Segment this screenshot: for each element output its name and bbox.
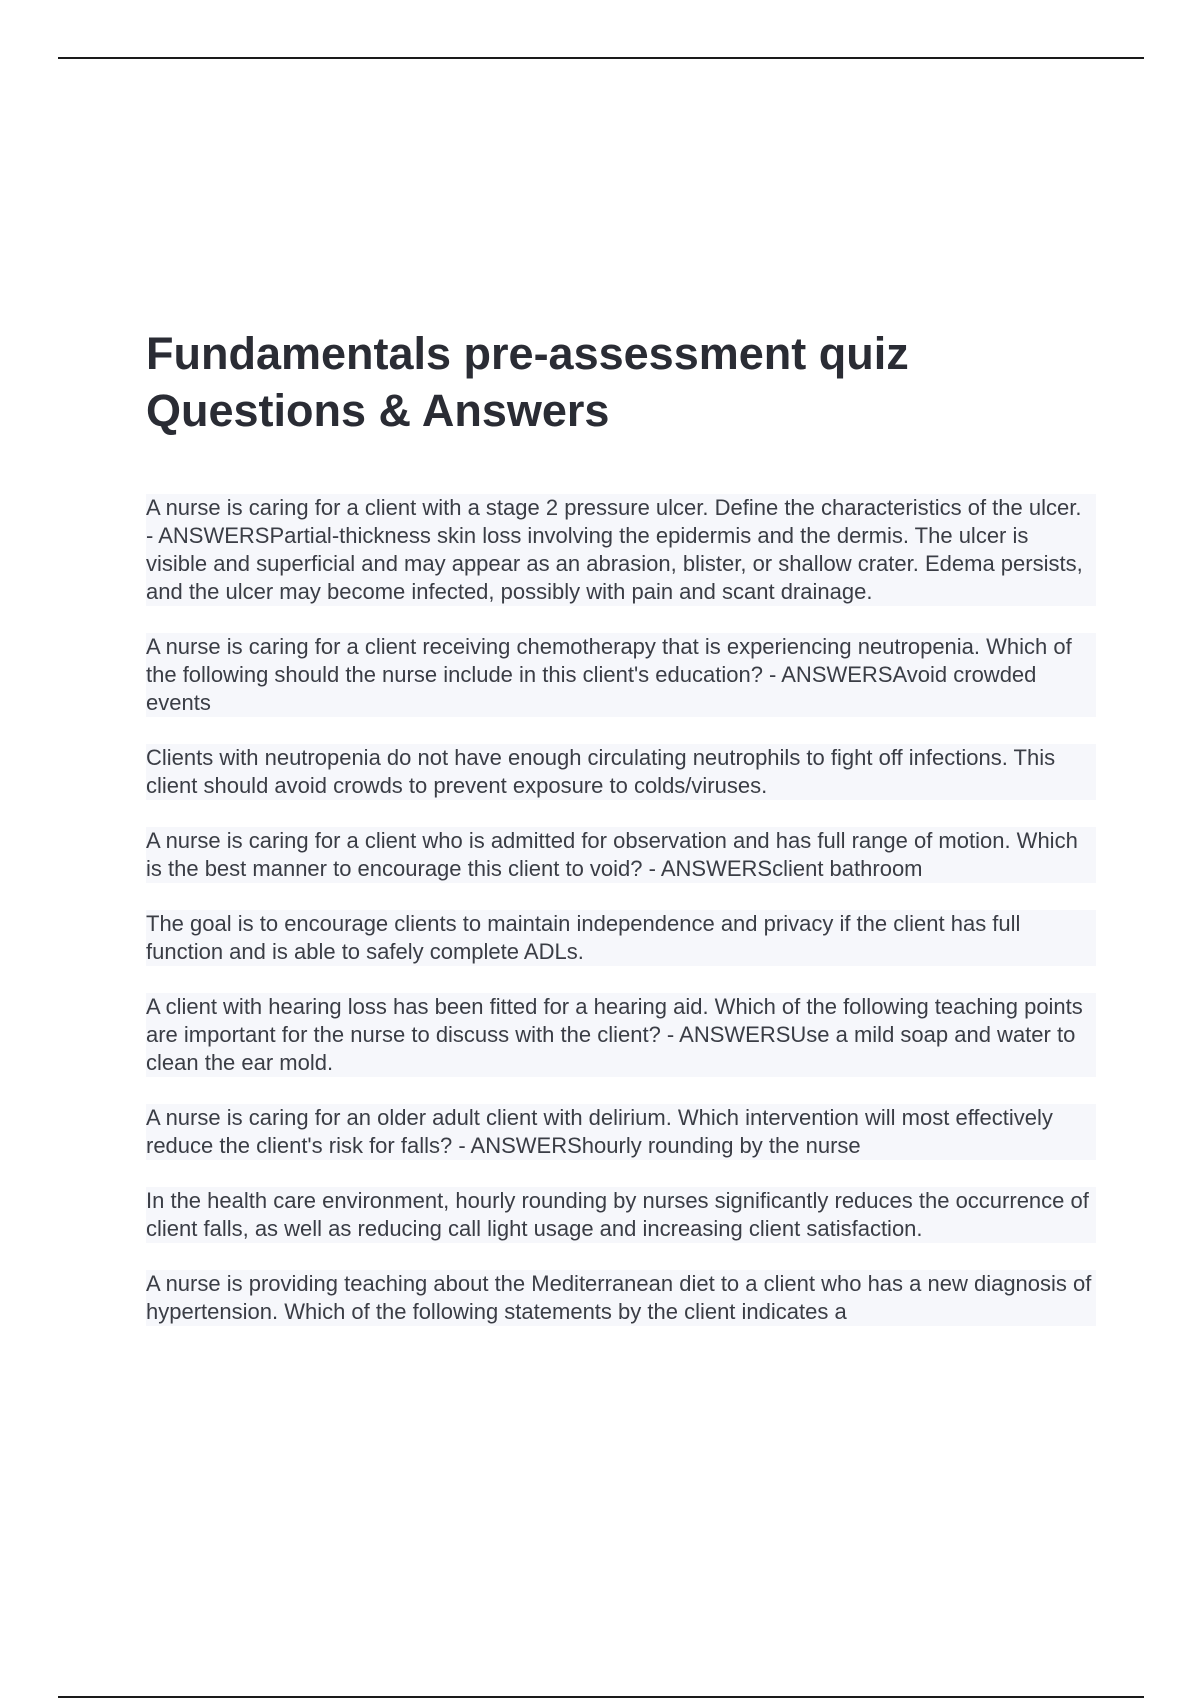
qa-paragraph: A nurse is providing teaching about the Mediterranean diet to a client who has a new diagnosis of hypertension. Which of the following statements by the client indicates a <box>146 1271 1098 1324</box>
qa-paragraph: The goal is to encourage clients to maintain independence and privacy if the client has full function and is able to safely complete ADLs. <box>146 910 1096 966</box>
qa-paragraph: Clients with neutropenia do not have enough circulating neutrophils to fight off infections. This client should avoid crowds to prevent exposure to colds/viruses. <box>146 744 1096 800</box>
qa-paragraph: A nurse is caring for a client with a stage 2 pressure ulcer. Define the characteristics of the ulcer. - ANSWERSPartial-thickness skin loss involving the epidermis and the dermis. The ulcer is visible and superficial and may appear as an abrasion, blister, or shallow crater. Edema persists, and the ulcer may become infected, possibly with pain and scant drainage. <box>146 494 1096 606</box>
title-line-1: Fundamentals pre-assessment quiz <box>146 328 909 379</box>
bottom-rule <box>58 1696 1144 1698</box>
qa-paragraph: A nurse is caring for a client who is admitted for observation and has full range of motion. Which is the best manner to encourage this client to void? - ANSWERSclient bathroom <box>146 827 1096 883</box>
top-rule <box>58 57 1144 59</box>
document-title <box>146 325 1106 439</box>
qa-paragraph: In the health care environment, hourly rounding by nurses significantly reduces the occurrence of client falls, as well as reducing call light usage and increasing client satisfaction. <box>146 1188 1095 1241</box>
qa-list <box>146 494 1096 1353</box>
qa-paragraph: A nurse is caring for a client receiving chemotherapy that is experiencing neutropenia. Which of the following should the nurse include in this client's education? - ANSWERSAvoid crowded events <box>146 633 1096 717</box>
qa-paragraph: A nurse is caring for an older adult client with delirium. Which intervention will most effectively reduce the client's risk for falls? - ANSWERShourly rounding by the nurse <box>146 1104 1096 1160</box>
qa-paragraph: A client with hearing loss has been fitted for a hearing aid. Which of the following teaching points are important for the nurse to discuss with the client? - ANSWERSUse a mild soap and water to clean the ear mold. <box>146 993 1096 1077</box>
title-line-2: Questions & Answers <box>146 385 610 436</box>
